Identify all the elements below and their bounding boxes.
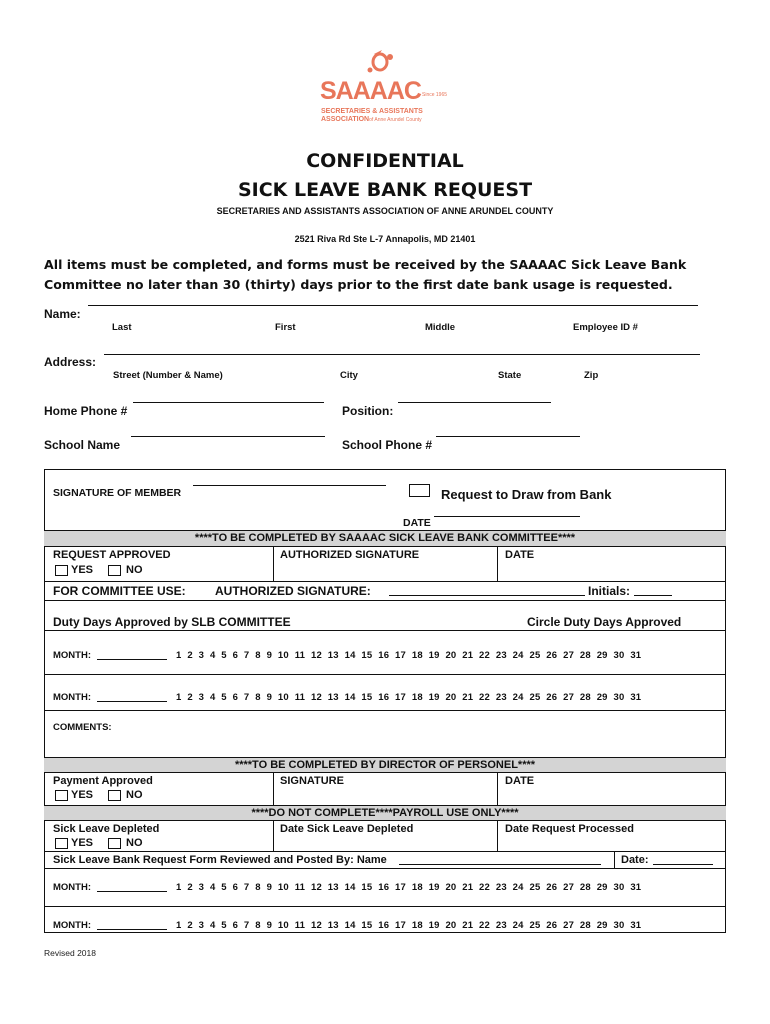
duty-days-label: Duty Days Approved by SLB COMMITTEE bbox=[53, 615, 291, 629]
logo-wordmark: SAAAAC bbox=[320, 77, 421, 105]
signature-member-label: SIGNATURE OF MEMBER bbox=[53, 487, 182, 499]
request-approved-yes-checkbox[interactable] bbox=[55, 565, 68, 576]
month-label: MONTH: bbox=[53, 692, 91, 703]
payment-approved-label: Payment Approved bbox=[53, 775, 153, 787]
home-phone-label: Home Phone # bbox=[44, 404, 128, 418]
divider bbox=[497, 547, 498, 581]
divider bbox=[44, 851, 726, 852]
request-draw-label: Request to Draw from Bank bbox=[441, 487, 612, 502]
no-label: NO bbox=[126, 837, 143, 849]
name-field[interactable] bbox=[88, 305, 698, 306]
month-label: MONTH: bbox=[53, 882, 91, 893]
school-name-label: School Name bbox=[44, 438, 121, 452]
committee-date-label: DATE bbox=[505, 549, 535, 561]
no-label: NO bbox=[126, 789, 143, 801]
request-draw-checkbox[interactable] bbox=[409, 484, 430, 497]
payment-no-checkbox[interactable] bbox=[108, 790, 121, 801]
day-selector[interactable]: 1 2 3 4 5 6 7 8 9 10 11 12 13 14 15 16 17 18 19 20 21 22 23 24 25 26 27 28 29 30 31 bbox=[176, 920, 642, 931]
divider bbox=[273, 821, 274, 851]
signature-member-field[interactable] bbox=[193, 485, 386, 486]
yes-label: YES bbox=[71, 837, 94, 849]
reviewed-date-field[interactable] bbox=[653, 864, 713, 865]
address-field[interactable] bbox=[104, 354, 700, 355]
city-caption: City bbox=[340, 370, 358, 381]
divider bbox=[497, 773, 498, 805]
comments-label: COMMENTS: bbox=[53, 722, 112, 733]
divider bbox=[44, 868, 726, 869]
authorized-signature-label: AUTHORIZED SIGNATURE bbox=[280, 549, 420, 561]
sick-leave-depleted-label: Sick Leave Depleted bbox=[53, 823, 160, 835]
saaaac-logo bbox=[318, 50, 458, 132]
month-field[interactable] bbox=[97, 891, 167, 892]
divider bbox=[44, 906, 726, 907]
school-name-field[interactable] bbox=[131, 436, 325, 437]
request-date-field[interactable] bbox=[434, 516, 580, 517]
date-depleted-label: Date Sick Leave Depleted bbox=[280, 823, 414, 835]
first-caption: First bbox=[275, 322, 296, 333]
day-selector[interactable]: 1 2 3 4 5 6 7 8 9 10 11 12 13 14 15 16 17 18 19 20 21 22 23 24 25 26 27 28 29 30 31 bbox=[176, 692, 642, 703]
divider bbox=[497, 821, 498, 851]
comments-field[interactable] bbox=[120, 714, 720, 756]
month-field[interactable] bbox=[97, 701, 167, 702]
initials-field[interactable] bbox=[634, 595, 672, 596]
org-name: SECRETARIES AND ASSISTANTS ASSOCIATION OF ANNE ARUNDEL COUNTY bbox=[216, 206, 554, 216]
divider bbox=[273, 547, 274, 581]
personnel-date-label: DATE bbox=[505, 775, 535, 787]
date-processed-label: Date Request Processed bbox=[505, 823, 634, 835]
depleted-yes-checkbox[interactable] bbox=[55, 838, 68, 849]
yes-label: YES bbox=[71, 564, 94, 576]
zip-caption: Zip bbox=[584, 370, 599, 381]
depleted-no-checkbox[interactable] bbox=[108, 838, 121, 849]
request-approved-no-checkbox[interactable] bbox=[108, 565, 121, 576]
authorized-signature-field[interactable] bbox=[389, 595, 585, 596]
reviewed-label: Sick Leave Bank Request Form Reviewed and Posted By: Name bbox=[53, 854, 387, 866]
revised-footer: Revised 2018 bbox=[44, 948, 96, 958]
address-label: Address: bbox=[44, 355, 97, 369]
home-phone-field[interactable] bbox=[133, 402, 324, 403]
org-address: 2521 Riva Rd Ste L-7 Annapolis, MD 21401 bbox=[294, 234, 476, 244]
for-committee-use-label: FOR COMMITTEE USE: bbox=[53, 584, 186, 598]
month-label: MONTH: bbox=[53, 920, 91, 931]
divider bbox=[44, 581, 726, 582]
day-selector[interactable]: 1 2 3 4 5 6 7 8 9 10 11 12 13 14 15 16 17 18 19 20 21 22 23 24 25 26 27 28 29 30 31 bbox=[176, 882, 642, 893]
day-selector[interactable]: 1 2 3 4 5 6 7 8 9 10 11 12 13 14 15 16 17 18 19 20 21 22 23 24 25 26 27 28 29 30 31 bbox=[176, 650, 642, 661]
instructions: All items must be completed, and forms must be received by the SAAAAC Sick Leave Bank Committee no later than 30 (thirty) days prior to the first date bank usage is requested. bbox=[44, 257, 687, 292]
street-caption: Street (Number & Name) bbox=[113, 370, 223, 381]
yes-label: YES bbox=[71, 789, 94, 801]
divider bbox=[614, 851, 615, 868]
school-phone-label: School Phone # bbox=[342, 438, 433, 452]
logo-line2: ASSOCIATION bbox=[321, 116, 370, 123]
month-field[interactable] bbox=[97, 659, 167, 660]
logo-line1: SECRETARIES & ASSISTANTS bbox=[321, 108, 423, 115]
divider bbox=[44, 710, 726, 711]
payment-yes-checkbox[interactable] bbox=[55, 790, 68, 801]
request-date-label: DATE bbox=[403, 517, 431, 529]
request-approved-label: REQUEST APPROVED bbox=[53, 549, 171, 561]
school-phone-field[interactable] bbox=[436, 436, 580, 437]
initials-label: Initials: bbox=[588, 584, 631, 598]
logo-line3: of Anne Arundel County bbox=[369, 117, 422, 123]
no-label: NO bbox=[126, 564, 143, 576]
payroll-band: ****DO NOT COMPLETE****PAYROLL USE ONLY**** bbox=[44, 805, 726, 821]
position-label: Position: bbox=[342, 404, 394, 418]
position-field[interactable] bbox=[398, 402, 551, 403]
employee-id-caption: Employee ID # bbox=[573, 322, 638, 333]
personnel-band: ****TO BE COMPLETED BY DIRECTOR OF PERSONEL**** bbox=[44, 757, 726, 773]
reviewed-date-label: Date: bbox=[621, 854, 649, 866]
divider bbox=[273, 773, 274, 805]
divider bbox=[44, 630, 726, 631]
divider bbox=[44, 674, 726, 675]
personnel-signature-label: SIGNATURE bbox=[280, 775, 344, 787]
last-caption: Last bbox=[112, 322, 132, 333]
month-field[interactable] bbox=[97, 929, 167, 930]
reviewer-name-field[interactable] bbox=[399, 864, 601, 865]
page-title: SICK LEAVE BANK REQUEST bbox=[237, 179, 533, 201]
circle-days-label: Circle Duty Days Approved bbox=[527, 615, 682, 629]
logo-tag: Since 1965 bbox=[422, 92, 448, 98]
month-label: MONTH: bbox=[53, 650, 91, 661]
middle-caption: Middle bbox=[425, 322, 456, 333]
divider bbox=[44, 600, 726, 601]
name-label: Name: bbox=[44, 307, 81, 321]
authorized-signature-2-label: AUTHORIZED SIGNATURE: bbox=[215, 584, 371, 598]
confidential-heading: CONFIDENTIAL bbox=[306, 150, 464, 172]
committee-band: ****TO BE COMPLETED BY SAAAAC SICK LEAVE BANK COMMITTEE**** bbox=[44, 530, 726, 547]
state-caption: State bbox=[498, 370, 522, 381]
